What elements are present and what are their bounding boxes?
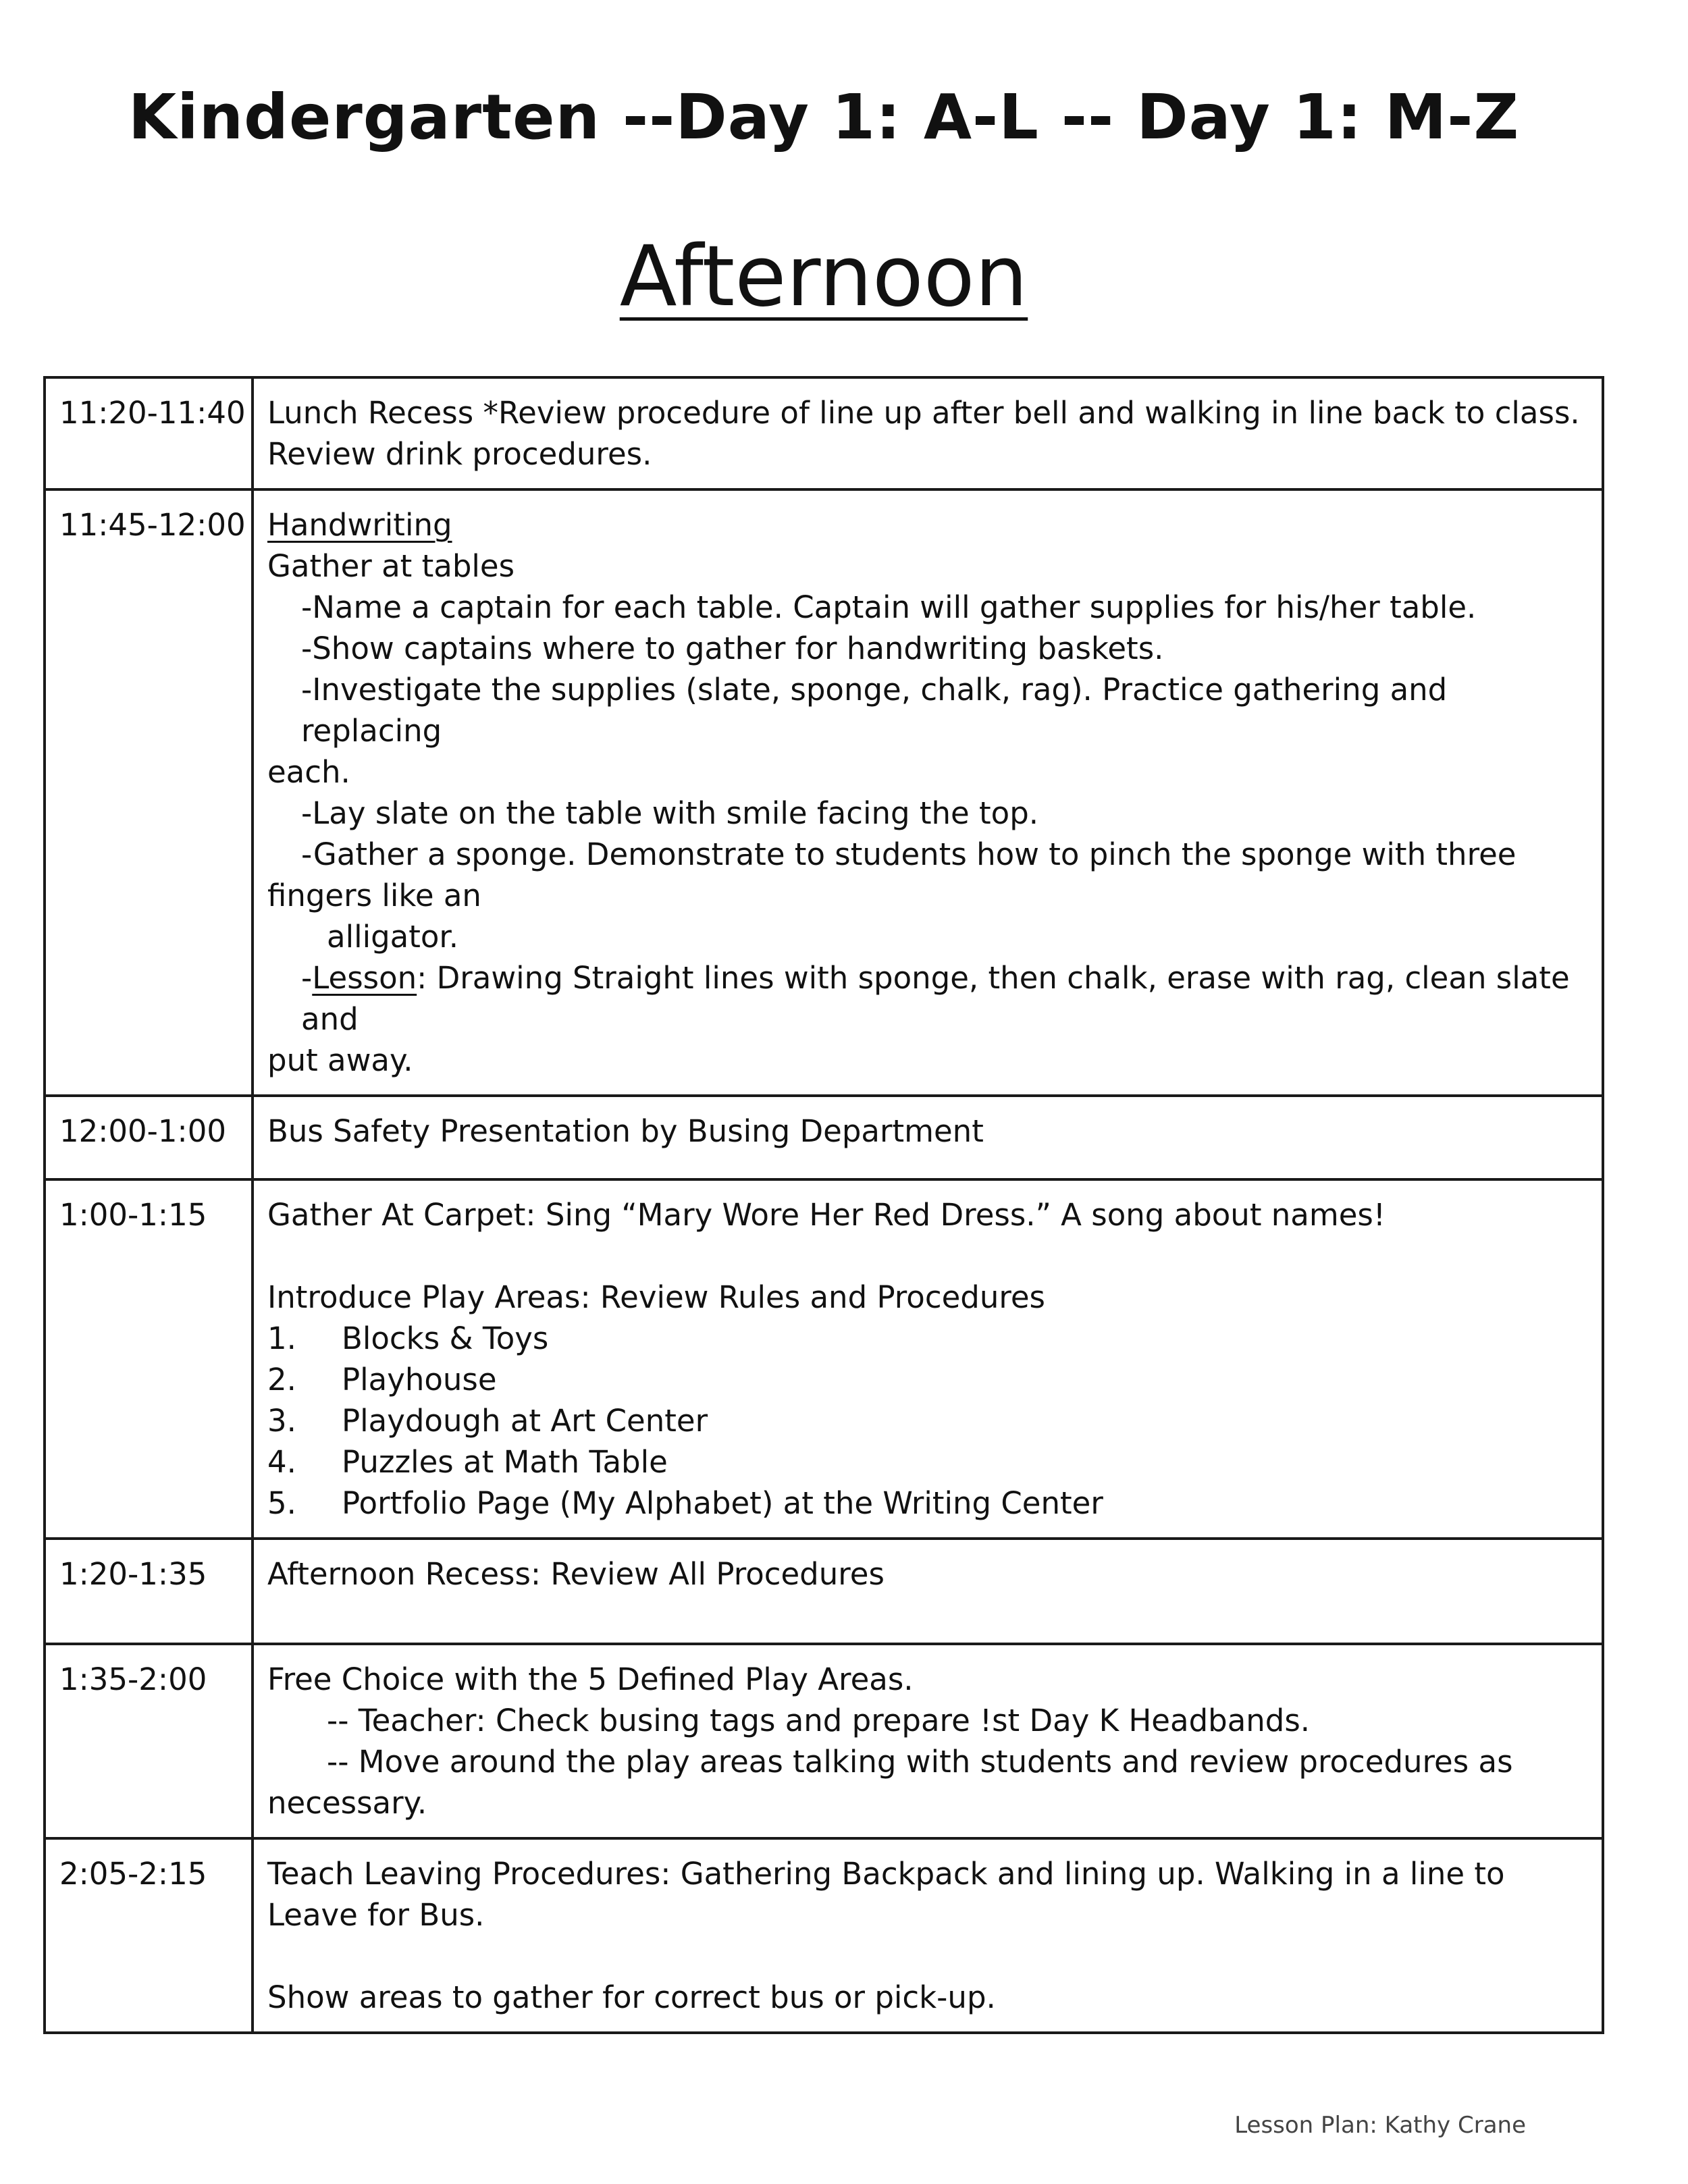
list-text: Playdough at Art Center: [342, 1403, 708, 1439]
activity-step: -- Move around the play areas talking with students and review procedures as: [327, 1744, 1513, 1780]
activity-step: -Name a captain for each table. Captain will gather supplies for his/her table.: [301, 589, 1477, 625]
activity-step: -- Teacher: Check busing tags and prepare !st Day K Headbands.: [327, 1703, 1311, 1738]
list-number: 4.: [267, 1444, 296, 1480]
activity-text: Gather at tables: [267, 548, 515, 584]
list-number: 3.: [267, 1403, 296, 1439]
activity-step-continued: fingers like an: [267, 878, 481, 913]
activity-step: -Lay slate on the table with smile facing the top.: [301, 795, 1039, 831]
table-row: [45, 377, 1603, 489]
activity-text: Show areas to gather for correct bus or pick-up.: [267, 1979, 996, 2015]
list-item: [267, 1318, 1589, 1359]
lesson-label: Lesson: [312, 960, 417, 996]
activity-subheading: Introduce Play Areas: Review Rules and Procedures: [267, 1279, 1045, 1315]
activity-text: Lunch Recess *Review procedure of line up after bell and walking in line back to class. Review drink procedures.: [267, 395, 1580, 472]
activity-step: -Investigate the supplies (slate, sponge, chalk, rag). Practice gathering and replacing: [301, 672, 1448, 749]
time-cell: 2:05-2:15: [45, 1838, 253, 2033]
time-cell: 11:45-12:00: [45, 489, 253, 1096]
list-item: [267, 1441, 1589, 1483]
list-number: 1.: [267, 1321, 296, 1356]
footer-credit: Lesson Plan: Kathy Crane: [1234, 2112, 1526, 2139]
time-cell: 12:00-1:00: [45, 1096, 253, 1179]
activity-step: -Show captains where to gather for handwriting baskets.: [301, 631, 1164, 666]
activity-step-continued: each.: [267, 754, 350, 790]
lesson-text: : Drawing Straight lines with sponge, then chalk, erase with rag, clean slate and: [301, 960, 1570, 1037]
table-row: [45, 1539, 1603, 1644]
activity-step: -Gather a sponge. Demonstrate to students how to pinch the sponge with three: [301, 836, 1516, 872]
list-item: [267, 1359, 1589, 1400]
time-cell: 11:20-11:40: [45, 377, 253, 489]
table-row: [45, 1644, 1603, 1838]
section-heading: Handwriting: [267, 507, 452, 543]
table-row: [45, 1838, 1603, 2033]
activity-cell: [253, 377, 1603, 489]
activity-cell: [253, 1179, 1603, 1539]
activity-cell: [253, 1096, 1603, 1179]
activity-cell: [253, 1644, 1603, 1838]
table-row: [45, 1096, 1603, 1179]
list-text: Playhouse: [342, 1362, 497, 1397]
list-item: [267, 1483, 1589, 1524]
activity-step-continued: necessary.: [267, 1785, 427, 1821]
list-item: [267, 1400, 1589, 1441]
activity-cell: [253, 1539, 1603, 1644]
activity-step-continued: alligator.: [327, 919, 459, 955]
table-row: [45, 1179, 1603, 1539]
activity-text: Gather At Carpet: Sing “Mary Wore Her Red Dress.” A song about names!: [267, 1197, 1386, 1233]
table-row: [45, 489, 1603, 1096]
list-text: Portfolio Page (My Alphabet) at the Writing Center: [342, 1485, 1103, 1521]
list-text: Blocks & Toys: [342, 1321, 549, 1356]
time-cell: 1:35-2:00: [45, 1644, 253, 1838]
time-cell: 1:20-1:35: [45, 1539, 253, 1644]
list-number: 5.: [267, 1485, 296, 1521]
activity-text: Free Choice with the 5 Defined Play Areas.: [267, 1661, 914, 1697]
activity-step-continued: put away.: [267, 1042, 413, 1078]
list-number: 2.: [267, 1362, 296, 1397]
schedule-table: [43, 376, 1604, 2034]
time-cell: 1:00-1:15: [45, 1179, 253, 1539]
activity-text: Teach Leaving Procedures: Gathering Backpack and lining up. Walking in a line to Leave for Bus.: [267, 1856, 1505, 1933]
list-text: Puzzles at Math Table: [342, 1444, 668, 1480]
activity-text: Bus Safety Presentation by Busing Department: [267, 1113, 984, 1149]
page-title: Kindergarten --Day 1: A-L -- Day 1: M-Z: [128, 81, 1520, 153]
lesson-step: -Lesson: Drawing Straight lines with sponge, then chalk, erase with rag, clean slate and: [301, 960, 1570, 1037]
activity-cell: [253, 489, 1603, 1096]
activity-text: Afternoon Recess: Review All Procedures: [267, 1556, 885, 1592]
page-subtitle: Afternoon: [619, 228, 1028, 325]
activity-cell: [253, 1838, 1603, 2033]
